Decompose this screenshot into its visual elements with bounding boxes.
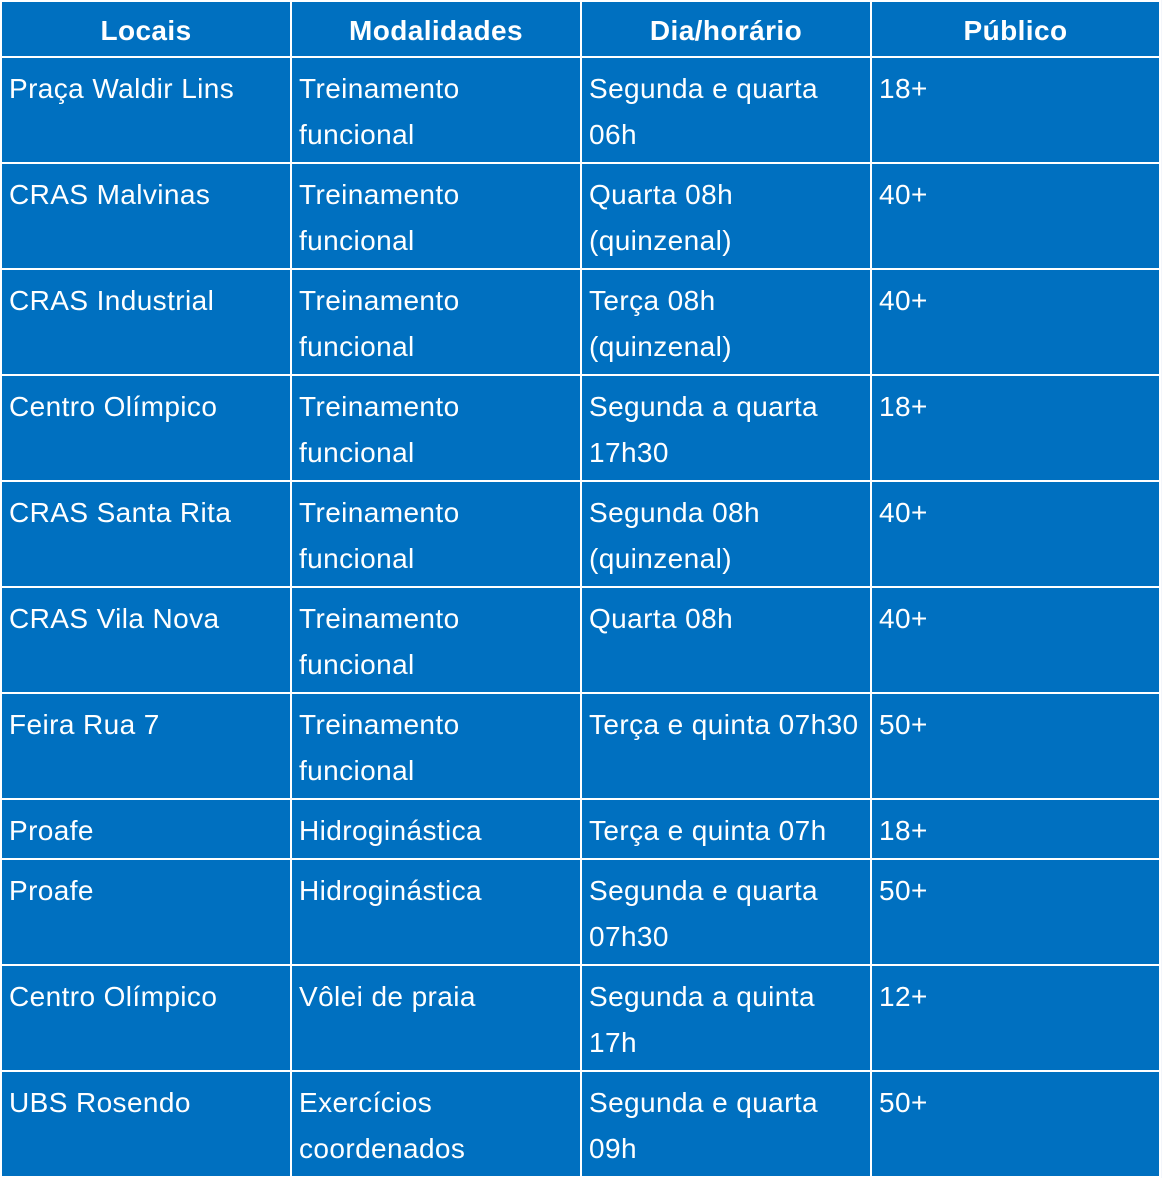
- cell-dia-horario: Segunda a quarta 17h30: [581, 375, 871, 481]
- table-row: [1, 965, 1160, 1071]
- cell-dia-horario: Segunda a quinta 17h: [581, 965, 871, 1071]
- cell-modalidade: Treinamento funcional: [291, 693, 581, 799]
- table-row: [1, 163, 1160, 269]
- header-publico: Público: [871, 1, 1160, 57]
- cell-local: CRAS Malvinas: [1, 163, 291, 269]
- cell-dia-horario: Quarta 08h (quinzenal): [581, 163, 871, 269]
- cell-modalidade: Treinamento funcional: [291, 163, 581, 269]
- cell-local: Centro Olímpico: [1, 375, 291, 481]
- cell-publico: 18+: [871, 799, 1160, 859]
- cell-publico: 40+: [871, 269, 1160, 375]
- cell-modalidade: Treinamento funcional: [291, 481, 581, 587]
- table-row: [1, 481, 1160, 587]
- header-dia-horario: Dia/horário: [581, 1, 871, 57]
- table-row: [1, 859, 1160, 965]
- cell-modalidade: Treinamento funcional: [291, 587, 581, 693]
- cell-local: Centro Olímpico: [1, 965, 291, 1071]
- header-modalidades: Modalidades: [291, 1, 581, 57]
- table-row: [1, 587, 1160, 693]
- cell-modalidade: Vôlei de praia: [291, 965, 581, 1071]
- cell-publico: 40+: [871, 587, 1160, 693]
- cell-publico: 50+: [871, 859, 1160, 965]
- cell-local: Praça Waldir Lins: [1, 57, 291, 163]
- cell-dia-horario: Segunda e quarta 09h: [581, 1071, 871, 1177]
- cell-dia-horario: Terça e quinta 07h30: [581, 693, 871, 799]
- cell-dia-horario: Segunda e quarta 06h: [581, 57, 871, 163]
- cell-modalidade: Hidroginástica: [291, 859, 581, 965]
- table-header-row: [1, 1, 1160, 57]
- cell-publico: 50+: [871, 693, 1160, 799]
- cell-publico: 40+: [871, 163, 1160, 269]
- cell-modalidade: Treinamento funcional: [291, 375, 581, 481]
- cell-local: CRAS Santa Rita: [1, 481, 291, 587]
- cell-modalidade: Exercícios coordenados: [291, 1071, 581, 1177]
- cell-dia-horario: Terça e quinta 07h: [581, 799, 871, 859]
- cell-publico: 40+: [871, 481, 1160, 587]
- cell-publico: 18+: [871, 375, 1160, 481]
- table-row: [1, 269, 1160, 375]
- cell-dia-horario: Quarta 08h: [581, 587, 871, 693]
- cell-modalidade: Treinamento funcional: [291, 269, 581, 375]
- table-row: [1, 799, 1160, 859]
- cell-local: CRAS Industrial: [1, 269, 291, 375]
- header-locais: Locais: [1, 1, 291, 57]
- cell-dia-horario: Terça 08h (quinzenal): [581, 269, 871, 375]
- table-row: [1, 1071, 1160, 1177]
- cell-modalidade: Treinamento funcional: [291, 57, 581, 163]
- cell-publico: 50+: [871, 1071, 1160, 1177]
- table-row: [1, 57, 1160, 163]
- cell-local: Feira Rua 7: [1, 693, 291, 799]
- table-row: [1, 375, 1160, 481]
- cell-dia-horario: Segunda 08h (quinzenal): [581, 481, 871, 587]
- cell-publico: 18+: [871, 57, 1160, 163]
- table-row: [1, 693, 1160, 799]
- cell-local: Proafe: [1, 799, 291, 859]
- cell-local: CRAS Vila Nova: [1, 587, 291, 693]
- cell-dia-horario: Segunda e quarta 07h30: [581, 859, 871, 965]
- cell-publico: 12+: [871, 965, 1160, 1071]
- cell-modalidade: Hidroginástica: [291, 799, 581, 859]
- cell-local: Proafe: [1, 859, 291, 965]
- cell-local: UBS Rosendo: [1, 1071, 291, 1177]
